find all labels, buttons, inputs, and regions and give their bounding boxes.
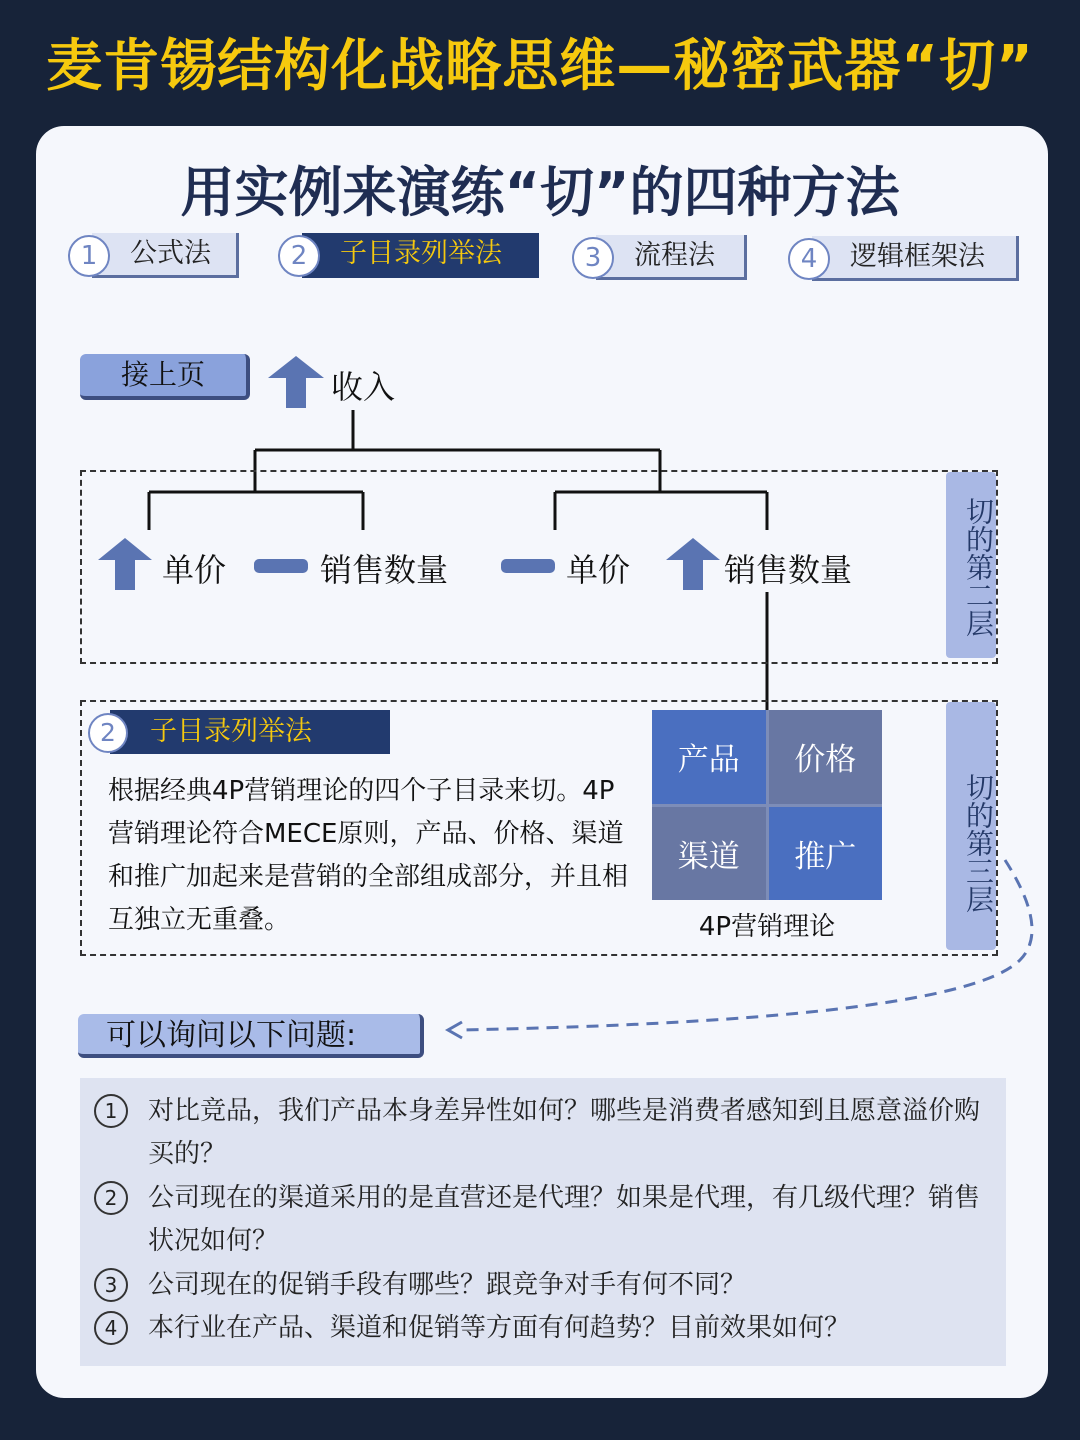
- node-right-price: 单价: [566, 551, 631, 589]
- layer2-label: 切的第二层: [946, 472, 996, 658]
- question-text: 公司现在的渠道采用的是直营还是代理？如果是代理，有几级代理？销售状况如何？: [148, 1183, 981, 1256]
- question-number: 2: [94, 1181, 128, 1215]
- layer3-label: 切的第三层: [946, 702, 996, 950]
- method-label: 子目录列举法: [110, 710, 390, 754]
- questions-label: 可以询问以下问题:: [78, 1014, 424, 1058]
- tab-label: 公式法: [92, 233, 239, 278]
- question-number: 4: [94, 1311, 128, 1345]
- tab-label: 流程法: [596, 235, 747, 280]
- node-revenue: 收入: [331, 368, 396, 406]
- tab-number: 3: [572, 237, 614, 279]
- arrow-head-icon: [448, 1022, 462, 1038]
- tab-number: 1: [68, 235, 110, 277]
- question-number: 3: [94, 1268, 128, 1302]
- node-left-volume: 销售数量: [320, 551, 449, 589]
- fourp-cell-promotion: 推广: [769, 807, 883, 901]
- question-text: 本行业在产品、渠道和促销等方面有何趋势？目前效果如何？: [148, 1313, 851, 1343]
- fourp-caption: 4P营销理论: [698, 912, 836, 942]
- node-right-volume: 销售数量: [724, 551, 853, 589]
- fourp-grid: [652, 710, 882, 900]
- node-left-price: 单价: [162, 551, 227, 589]
- root-up-arrow-icon: [268, 356, 324, 408]
- fourp-cell-price: 价格: [769, 710, 883, 804]
- tab-number: 4: [788, 238, 830, 280]
- subtitle: 用实例来演练“切”的四种方法: [180, 161, 900, 224]
- tab-number: 2: [278, 235, 320, 277]
- main-title: 麦肯锡结构化战略思维—秘密武器“切”: [46, 34, 1034, 99]
- question-text: 公司现在的促销手段有哪些？跟竞争对手有何不同？: [148, 1270, 747, 1300]
- question-item: [94, 1264, 994, 1307]
- method-number: 2: [88, 713, 128, 753]
- fourp-cell-place: 渠道: [652, 807, 766, 901]
- questions-panel: [80, 1078, 1006, 1366]
- tab-label: 逻辑框架法: [812, 236, 1019, 281]
- question-item: [94, 1090, 994, 1176]
- continue-label: 接上页: [80, 354, 250, 400]
- method-description: 根据经典4P营销理论的四个子目录来切。4P营销理论符合MECE原则，产品、价格、渠道和推广加起来是营销的全部组成部分，并且相互独立无重叠。: [108, 776, 629, 935]
- fourp-cell-product: 产品: [652, 710, 766, 804]
- question-item: [94, 1177, 994, 1263]
- tab-label: 子目录列举法: [302, 233, 539, 278]
- question-text: 对比竞品，我们产品本身差异性如何？哪些是消费者感知到且愿意溢价购买的？: [148, 1096, 981, 1169]
- question-item: [94, 1307, 994, 1350]
- question-number: 1: [94, 1094, 128, 1128]
